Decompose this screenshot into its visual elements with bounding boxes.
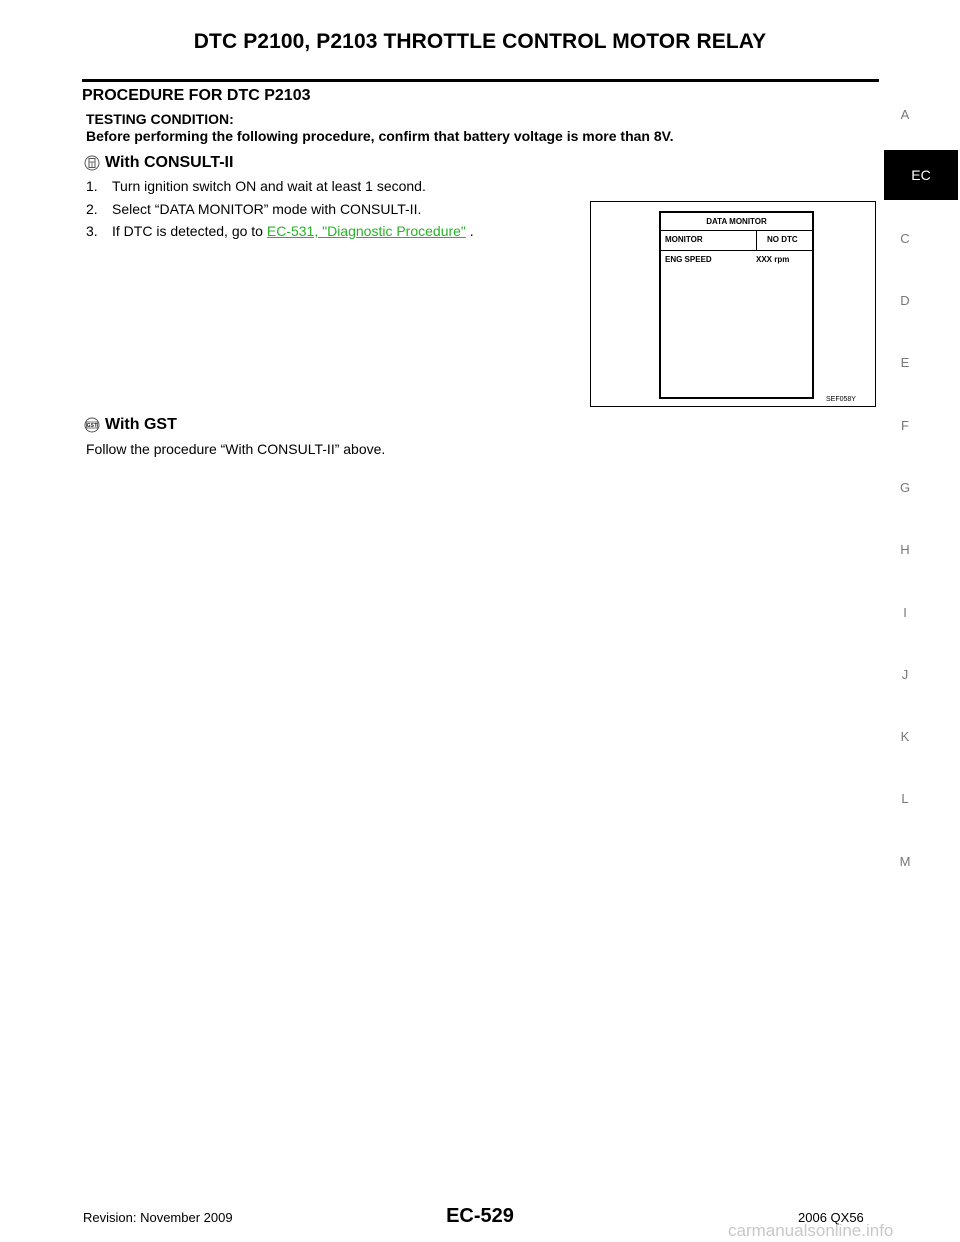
side-tab-h[interactable]: H	[900, 542, 910, 557]
eng-speed-value: XXX rpm	[756, 255, 790, 264]
column-divider	[756, 230, 757, 250]
side-tab-ec-active[interactable]	[884, 150, 958, 200]
side-tab-m[interactable]: M	[899, 854, 911, 869]
step-number: 3.	[86, 223, 98, 239]
title-rule	[82, 79, 879, 82]
testing-condition-text: Before performing the following procedure, confirm that battery voltage is more than 8V.	[86, 128, 674, 144]
step-text-after: .	[465, 223, 474, 239]
side-tab-a[interactable]: A	[900, 107, 910, 122]
footer-revision: Revision: November 2009	[83, 1210, 233, 1225]
svg-text:GST: GST	[86, 423, 98, 429]
side-tab-g[interactable]: G	[899, 480, 911, 495]
step-text: Turn ignition switch ON and wait at least 1 second.	[112, 178, 426, 194]
side-tab-f[interactable]: F	[901, 418, 909, 433]
step-text: Select “DATA MONITOR” mode with CONSULT-II.	[112, 201, 422, 217]
diagnostic-procedure-link[interactable]: EC-531, "Diagnostic Procedure"	[266, 223, 466, 239]
side-tab-j[interactable]: J	[901, 667, 909, 682]
gst-instruction: Follow the procedure “With CONSULT-II” above.	[86, 441, 386, 457]
gst-icon	[84, 417, 100, 433]
step-number: 2.	[86, 201, 98, 217]
column-no-dtc: NO DTC	[767, 235, 798, 244]
screen-title: DATA MONITOR	[661, 213, 812, 231]
page-title: DTC P2100, P2103 THROTTLE CONTROL MOTOR RELAY	[193, 30, 767, 53]
step-number: 1.	[86, 178, 98, 194]
step-3	[86, 223, 474, 239]
side-tab-l[interactable]: L	[901, 791, 909, 806]
gst-heading-label: With GST	[105, 416, 177, 433]
watermark: carmanualsonline.info	[728, 1221, 894, 1240]
side-tab-ec-label: EC	[911, 167, 931, 183]
footer-page-number: EC-529	[446, 1205, 514, 1227]
data-monitor-screen	[659, 211, 814, 399]
side-tab-c[interactable]: C	[900, 231, 910, 246]
screen-header-row	[661, 230, 812, 251]
gst-heading	[84, 416, 177, 434]
side-tab-e[interactable]: E	[900, 355, 910, 370]
side-tab-k[interactable]: K	[900, 729, 910, 744]
testing-condition-label: TESTING CONDITION:	[86, 111, 234, 127]
side-tab-d[interactable]: D	[900, 293, 910, 308]
consult-heading	[84, 154, 233, 172]
step-text: If DTC is detected, go to	[112, 223, 267, 239]
figure-code: SEF058Y	[826, 396, 856, 403]
eng-speed-label: ENG SPEED	[665, 255, 712, 264]
footer-model: 2006 QX56	[798, 1210, 864, 1225]
section-heading: PROCEDURE FOR DTC P2103	[82, 87, 311, 104]
consult-heading-label: With CONSULT-II	[105, 154, 234, 171]
step-1	[86, 178, 426, 194]
side-tab-i[interactable]: I	[903, 605, 907, 620]
step-2	[86, 201, 421, 217]
consult-icon	[84, 155, 100, 171]
column-monitor: MONITOR	[665, 235, 703, 244]
